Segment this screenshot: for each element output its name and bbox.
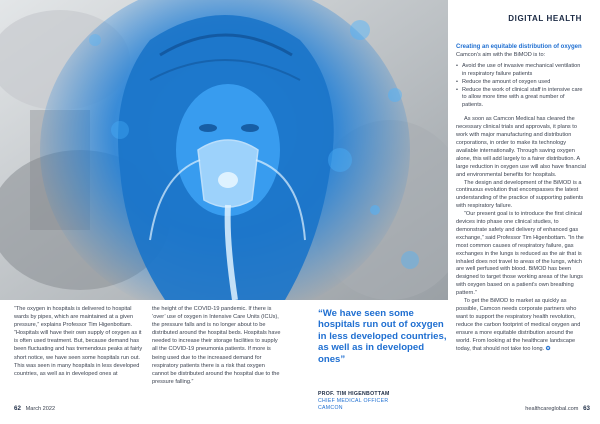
paragraph: “Our present goal is to introduce the first clinical devices into phase one clinical studies, to demonstrate safety and delivery of enhanced gas exchange,” said Professor Tim Higenbottam. “In the most common causes of respiratory failure, gas exchanges in the lungs is reduced as the air that is inhaled does not travel to areas of the lungs, which are well perfused with blood. BiMOD has been designed to target those working areas of the lungs with oxygen based on a patient’s own breathing pattern.” — [456, 211, 584, 297]
sidebar-intro: Camcon’s aim with the BiMOD is to: — [456, 51, 546, 58]
right-footer — [525, 405, 590, 412]
end-mark-icon: ✪ — [545, 345, 551, 352]
pull-quote: “We have seen some hospitals run out of oxygen in less developed countries, as well as in developed ones” — [318, 308, 447, 365]
section-header: DIGITAL HEALTH — [508, 14, 582, 23]
left-page-number: 62 — [14, 405, 21, 412]
body-column-2: the height of the COVID-19 pandemic. If there is ‘over’ use of oxygen in Intensive Care Units (ICUs), the pressure falls and is no longer about to be distributed around the hospital beds. Hospitals have needed to increase their storage facilities to supply all the COVID-19 pneumonia patients. If more is being used due to the increased demand for respiratory patients there is a risk that oxygen cannot be distributed around the hospital due to the pressure falling.” — [152, 306, 281, 385]
sidebar-text — [456, 44, 586, 353]
bullet-list — [456, 63, 586, 110]
attribution-org: CAMCON — [318, 404, 343, 411]
pull-quote-block — [318, 308, 448, 411]
bullet-item: • Avoid the use of invasive mechanical ventilation in respiratory failure patients — [456, 63, 586, 79]
bullet-item: • Reduce the work of clinical staff in intensive care to allow more time with a great number of patients. — [456, 87, 586, 111]
site-url[interactable]: healthcareglobal.com — [525, 406, 579, 412]
sidebar-subhead: Creating an equitable distribution of oxygen — [456, 44, 582, 50]
attribution-name: PROF. TIM HIGENBOTTAM — [318, 391, 390, 398]
closing-paragraph-text: To get the BiMOD to market as quickly as possible, Camcon needs corporate partners who want to support the respiratory health revolution, reduce the carbon footprint of medical oxygen and ensure a more equitable distribution around the world. From looking at the healthcare landscape today, that should not take too long. — [456, 298, 581, 352]
right-page-number: 63 — [583, 405, 590, 412]
paragraph: As soon as Camcon Medical has cleared the necessary clinical trials and approvals, it plans to work with major manufacturing and distribution corporations, in order to make its technology available internationally. Through saving oxygen alone, this will add largely to a fairer distribution. A large reduction in oxygen use will also have financial and environmental benefits for hospitals. — [456, 116, 586, 178]
paragraph: The design and development of the BiMOD is a continuous evolution that encompasses the latest understanding of the practice of supporting patients with respiratory failure. — [456, 179, 584, 210]
left-footer — [14, 405, 55, 412]
attribution-role: CHIEF MEDICAL OFFICER — [318, 397, 389, 404]
bullet-item: • Reduce the amount of oxygen used — [456, 79, 586, 87]
issue-date: March 2022 — [25, 406, 56, 412]
quote-attribution — [318, 391, 448, 411]
body-column-1: “The oxygen in hospitals is delivered to hospital wards by pipes, which are maintained at a given pressure,” explains Professor Tim Higenbottam. “Hospitals will have their own supply of oxygen as it is often used treatment. But, because demand has been fluctuating and has tremendous peaks at fairly short notice, we have seen some hospitals run out. This was seen in many hospitals in less developed countries, as well as in developed ones at — [14, 306, 143, 377]
paragraph — [456, 298, 586, 353]
right-column — [456, 0, 600, 424]
